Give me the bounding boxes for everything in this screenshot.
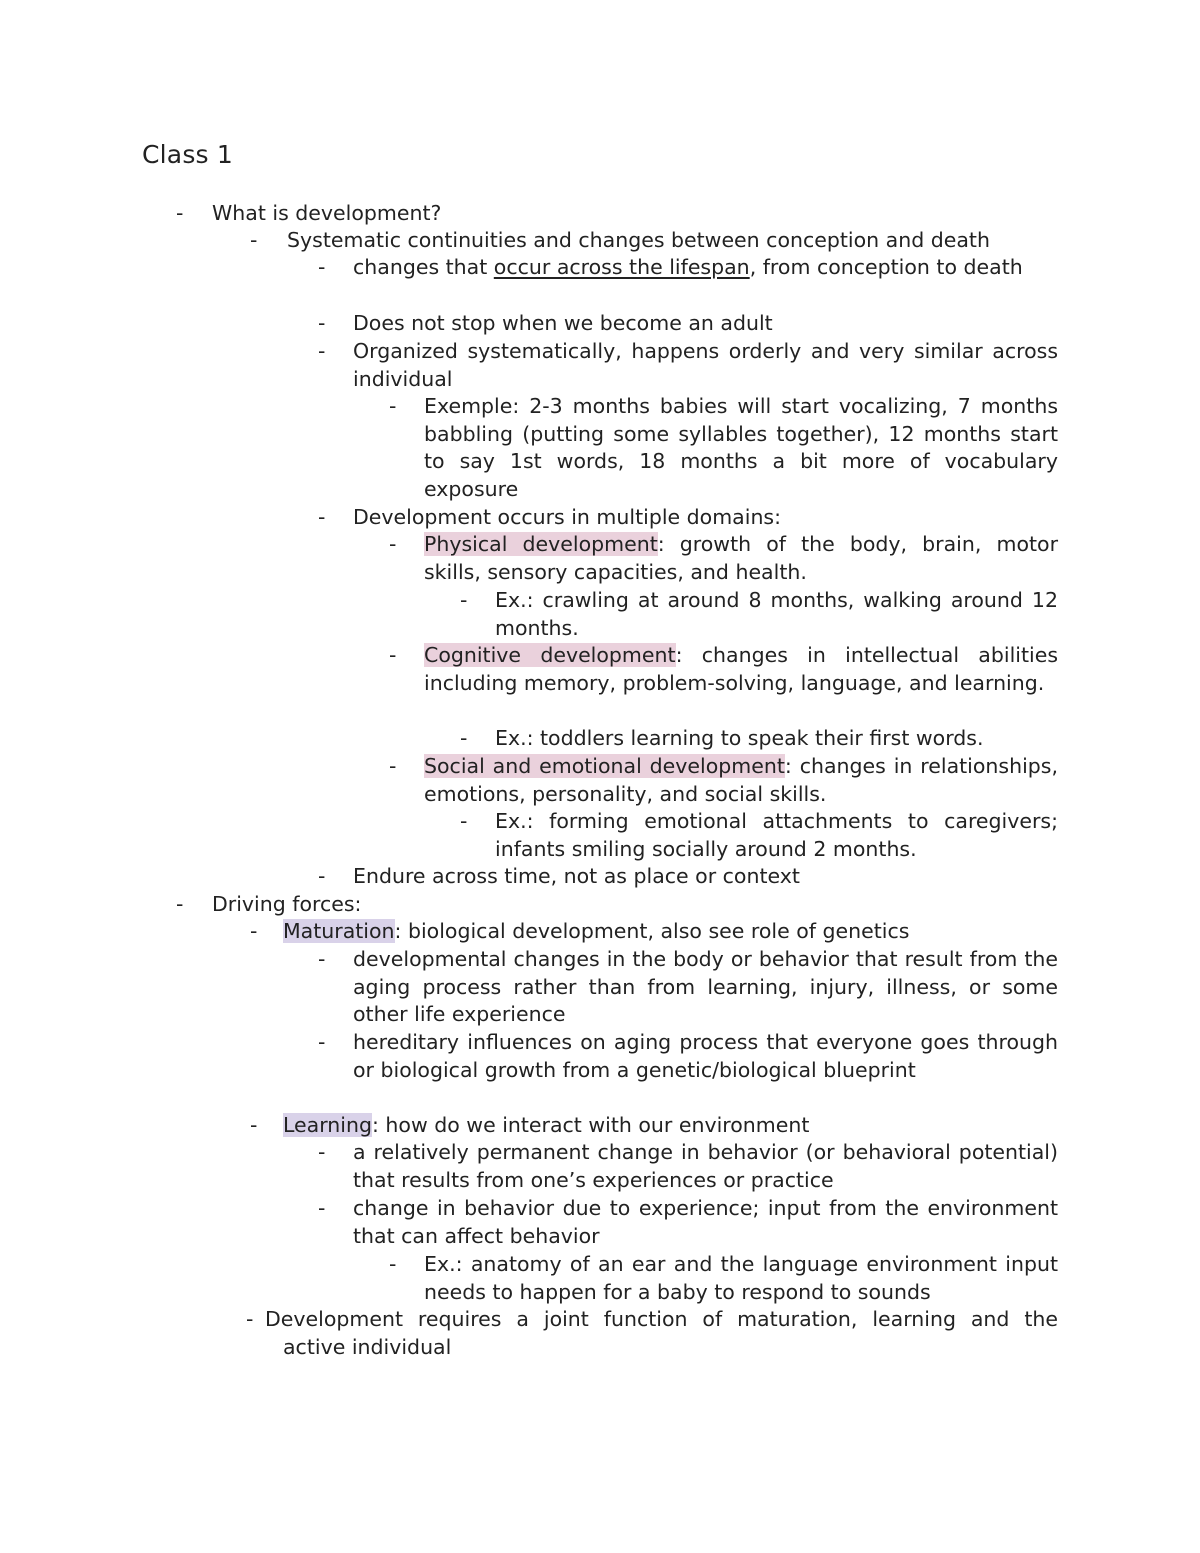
bullet-dash: - <box>246 1307 254 1331</box>
bullet-dash: - <box>318 339 326 363</box>
item-text: Development occurs in multiple domains: <box>353 505 782 529</box>
item-text: Ex.: anatomy of an ear and the language environment input needs to happen for a baby to respond to sounds <box>424 1252 1058 1304</box>
bullet-dash: - <box>250 228 258 252</box>
list-item <box>318 504 1058 532</box>
item-text: hereditary influences on aging process that everyone goes through or biological growth from a genetic/biological blueprint <box>353 1030 1058 1082</box>
item-text: Cognitive development: changes in intellectual abilities including memory, problem-solving, language, and learning. <box>424 643 1058 695</box>
bullet-dash: - <box>318 255 326 279</box>
item-text: Ex.: forming emotional attachments to caregivers; infants smiling socially around 2 months. <box>495 809 1058 861</box>
item-text: Maturation: biological development, also see role of genetics <box>283 919 910 943</box>
item-text: a relatively permanent change in behavior (or behavioral potential) that results from one’s experiences or practice <box>353 1140 1058 1192</box>
list-item <box>176 200 1058 228</box>
bullet-dash: - <box>250 919 258 943</box>
page-title: Class 1 <box>142 140 234 169</box>
list-item <box>389 531 1059 586</box>
item-text: Development requires a joint function of maturation, learning and the active individual <box>265 1307 1058 1359</box>
bullet-dash: - <box>318 1196 326 1220</box>
list-item <box>389 753 1058 808</box>
list-item <box>389 1251 1058 1306</box>
item-text: What is development? <box>212 201 442 225</box>
list-item <box>389 642 1058 697</box>
highlighted-term: Learning <box>283 1113 372 1137</box>
item-text: Physical development: growth of the body, brain, motor skills, sensory capacities, and health. <box>424 532 1059 584</box>
bullet-dash: - <box>318 947 326 971</box>
bullet-dash: - <box>389 754 397 778</box>
list-item <box>460 808 1058 863</box>
item-text: Ex.: crawling at around 8 months, walking around 12 months. <box>495 588 1058 640</box>
underlined-phrase: occur across the lifespan <box>493 255 750 279</box>
item-text: Ex.: toddlers learning to speak their first words. <box>495 726 984 750</box>
item-text: changes that occur across the lifespan, from conception to death <box>353 255 1023 279</box>
item-text: Driving forces: <box>212 892 362 916</box>
highlighted-term: Physical development <box>424 532 658 556</box>
list-item <box>318 254 1058 282</box>
item-text: Exemple: 2-3 months babies will start vocalizing, 7 months babbling (putting some syllables together), 12 months start to say 1st words, 18 months a bit more of vocabulary exposure <box>424 394 1058 502</box>
list-item <box>318 310 1058 338</box>
bullet-dash: - <box>460 726 468 750</box>
item-text: change in behavior due to experience; input from the environment that can affect behavior <box>353 1196 1058 1248</box>
item-text: Social and emotional development: changes in relationships, emotions, personality, and social skills. <box>424 754 1058 806</box>
highlighted-term: Cognitive development <box>424 643 676 667</box>
list-item <box>250 918 1058 946</box>
highlighted-term: Maturation <box>283 919 395 943</box>
bullet-dash: - <box>318 311 326 335</box>
list-item <box>318 1029 1058 1084</box>
item-text: Learning: how do we interact with our environment <box>283 1113 810 1137</box>
bullet-dash: - <box>389 643 397 667</box>
bullet-dash: - <box>318 1030 326 1054</box>
bullet-dash: - <box>389 394 397 418</box>
item-text: Endure across time, not as place or context <box>353 864 800 888</box>
item-text: Does not stop when we become an adult <box>353 311 773 335</box>
bullet-dash: - <box>389 1252 397 1276</box>
list-item <box>389 393 1058 504</box>
list-item <box>318 1195 1058 1250</box>
list-item <box>318 946 1058 1029</box>
list-item <box>318 863 1058 891</box>
bullet-dash: - <box>250 1113 258 1137</box>
bullet-dash: - <box>318 864 326 888</box>
list-item <box>318 1139 1058 1194</box>
bullet-dash: - <box>389 532 397 556</box>
bullet-dash: - <box>460 588 468 612</box>
list-item <box>460 587 1058 642</box>
list-item <box>250 1112 1058 1140</box>
item-text: Organized systematically, happens orderly and very similar across individual <box>353 339 1058 391</box>
list-item <box>250 227 1058 255</box>
bullet-dash: - <box>176 892 184 916</box>
bullet-dash: - <box>318 505 326 529</box>
bullet-dash: - <box>460 809 468 833</box>
list-item <box>246 1306 1058 1361</box>
bullet-dash: - <box>318 1140 326 1164</box>
item-text: developmental changes in the body or behavior that result from the aging process rather than from learning, injury, illness, or some other life experience <box>353 947 1058 1027</box>
highlighted-term: Social and emotional development <box>424 754 785 778</box>
list-item <box>176 891 1058 919</box>
list-item <box>460 725 1058 753</box>
bullet-dash: - <box>176 201 184 225</box>
item-text: Systematic continuities and changes between conception and death <box>287 228 990 252</box>
list-item <box>318 338 1058 393</box>
